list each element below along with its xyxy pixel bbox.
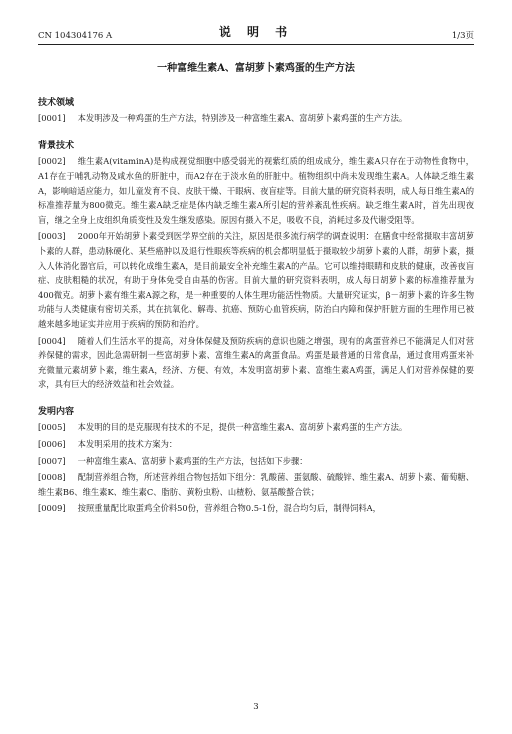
paragraph (38, 437, 474, 452)
document-body (38, 62, 474, 518)
paragraph-number: [0006] (38, 439, 66, 450)
paragraph (38, 470, 474, 499)
paragraph-number: [0004] (38, 335, 66, 346)
paragraph-text: 随着人们生活水平的提高，对身体保健及预防疾病的意识也随之增强，现有的禽蛋营养已不能满足人们对营养保健的需求，因此急需研制一些富胡萝卜素、富维生素A的禽蛋食品。鸡蛋是最普通的日常食品，通过食用鸡蛋来补充微量元素胡萝卜素，维生素A，经济、方便、有效，本发明富胡萝卜素、富维生素A鸡蛋，满足人们对营养保健的要求，具有巨大的经济效益和社会效益。 (38, 335, 474, 390)
paragraph-text: 本发明采用的技术方案为： (77, 439, 178, 450)
paragraph-number: [0005] (38, 422, 66, 433)
paragraph-text: 本发明涉及一种鸡蛋的生产方法，特别涉及一种富维生素A、富胡萝卜素鸡蛋的生产方法。 (77, 113, 408, 124)
paragraph (38, 154, 474, 227)
document-title: 一种富维生素A、富胡萝卜素鸡蛋的生产方法 (157, 63, 355, 74)
section-heading-background: 背景技术 (38, 140, 75, 151)
paragraph-text: 一种富维生素A、富胡萝卜素鸡蛋的生产方法，包括如下步骤： (77, 455, 308, 466)
document-number: CN 104304176 A (38, 31, 113, 41)
paragraph-text: 配制营养组合物，所述营养组合物包括如下组分：乳酸菌、蛋氨酸、硫酸锌、维生素A、胡萝卜素、葡萄糖、维生素B6、维生素K、维生素C、脂肪、黄粉虫粉、山楂粉、氨基酸螯合铁； (38, 472, 474, 497)
paragraph-number: [0007] (38, 455, 66, 466)
paragraph-number: [0001] (38, 113, 66, 124)
page-indicator: 1/3页 (451, 31, 474, 41)
paragraph (38, 334, 474, 392)
paragraph-number: [0009] (38, 503, 66, 514)
page-number: 3 (253, 702, 259, 712)
paragraph-text: 2000年开始胡萝卜素受到医学界空前的关注，原因是很多流行病学的调查说明：在膳食中经常摄取丰富胡萝卜素的人群，患动脉硬化、某些癌肿以及退行性眼疾等疾病的机会都明显低于摄取较少胡萝卜素的人群，胡萝卜素，摄入人体消化器官后，可以转化成维生素A，是目前最安全补充维生素A的产品。它可以维持眼睛和皮肤的健康，改善夜盲症、皮肤粗糙的状况，有助于身体免受自由基的伤害。目前大量的研究资料表明，成人每日胡萝卜素的标准推荐量为400微克。胡萝卜素有维生素A源之称，是一种重要的人体生理功能活性物质。大量研究证实，β－胡萝卜素的许多生物功能与人类健康有密切关系，其在抗氧化、解毒、抗癌、预防心血管疾病，防治白内障和保护肝脏方面的生理作用已被越来越多地证实并应用于疾病的预防和治疗。 (38, 231, 474, 329)
paragraph-text: 维生素A(vitaminA)是构成视觉细胞中感受弱光的视紫红质的组成成分，维生素A只存在于动物性食物中，A1存在于哺乳动物及咸水鱼的肝脏中，而A2存在于淡水鱼的肝脏中。植物组织中尚未发现维生素A。人体缺乏维生素A，影响暗适应能力，如儿童发育不良、皮肤干燥、干眼病、夜盲症等。目前大量的研究资料表明，成人每日维生素A的标准推荐量为800微克。维生素A缺乏症是体内缺乏维生素A所引起的营养紊乱性疾病。缺乏维生素A时，首先出现夜盲，继之全身上皮组织角质变性及发生继发感染。原因有摄入不足，吸收不良，消耗过多及代谢受阻等。 (38, 156, 474, 225)
paragraph-text: 按照重量配比取蛋鸡全价料50份，营养组合物0.5-1份，混合均匀后，制得饲料A， (77, 503, 381, 514)
section-heading-summary: 发明内容 (38, 406, 75, 417)
document-type: 说 明 书 (218, 25, 294, 39)
paragraph (38, 420, 474, 435)
section-heading-technical-field: 技术领域 (38, 97, 75, 108)
paragraph-number: [0008] (38, 472, 66, 483)
paragraph-number: [0003] (38, 231, 66, 242)
paragraph (38, 111, 474, 126)
paragraph (38, 454, 474, 469)
page-header (38, 24, 474, 45)
paragraph-number: [0002] (38, 156, 66, 167)
paragraph-text: 本发明的目的是克服现有技术的不足，提供一种富维生素A、富胡萝卜素鸡蛋的生产方法。 (77, 422, 408, 433)
paragraph (38, 501, 474, 516)
paragraph (38, 229, 474, 331)
